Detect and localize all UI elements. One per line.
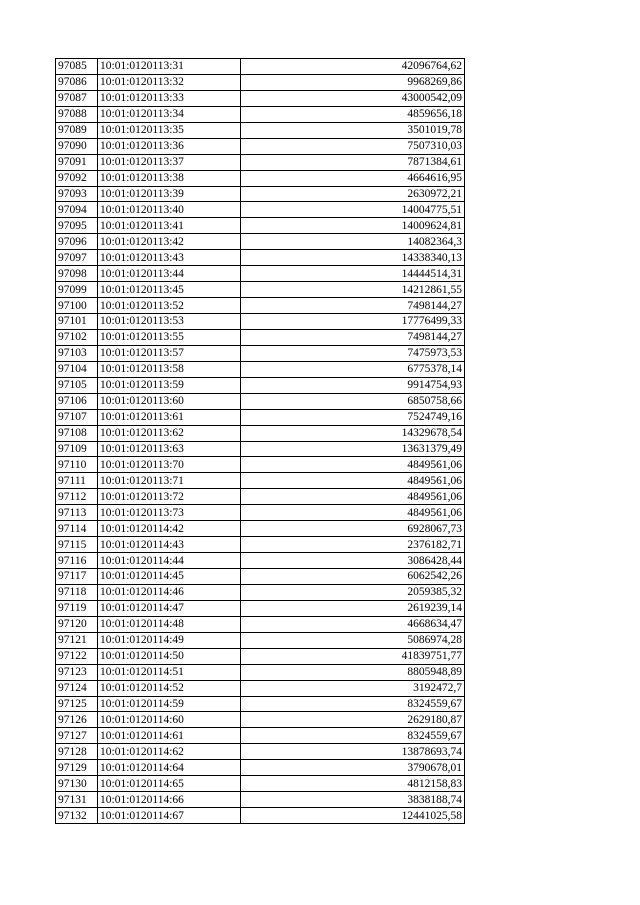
table-row	[56, 425, 465, 441]
table-row	[56, 218, 465, 234]
value-cell: 13631379,49	[241, 441, 465, 457]
table-row	[56, 473, 465, 489]
cadastral-number-cell: 10:01:0120113:60	[98, 393, 241, 409]
table-body	[56, 59, 465, 824]
table-row	[56, 792, 465, 808]
cadastral-number-cell: 10:01:0120113:73	[98, 505, 241, 521]
row-id-cell: 97130	[56, 776, 98, 792]
value-cell: 14004775,51	[241, 202, 465, 218]
cadastral-number-cell: 10:01:0120113:61	[98, 409, 241, 425]
table-row	[56, 393, 465, 409]
value-cell: 7507310,03	[241, 138, 465, 154]
cadastral-number-cell: 10:01:0120113:34	[98, 106, 241, 122]
row-id-cell: 97099	[56, 282, 98, 298]
value-cell: 4849561,06	[241, 505, 465, 521]
cadastral-number-cell: 10:01:0120113:57	[98, 345, 241, 361]
row-id-cell: 97126	[56, 712, 98, 728]
value-cell: 17776499,33	[241, 314, 465, 330]
value-cell: 2376182,71	[241, 537, 465, 553]
row-id-cell: 97129	[56, 760, 98, 776]
table-row	[56, 728, 465, 744]
table-row	[56, 569, 465, 585]
value-cell: 7524749,16	[241, 409, 465, 425]
cadastral-number-cell: 10:01:0120114:48	[98, 616, 241, 632]
row-id-cell: 97131	[56, 792, 98, 808]
cadastral-number-cell: 10:01:0120114:64	[98, 760, 241, 776]
value-cell: 13878693,74	[241, 744, 465, 760]
table-row	[56, 138, 465, 154]
row-id-cell: 97094	[56, 202, 98, 218]
cadastral-number-cell: 10:01:0120114:51	[98, 664, 241, 680]
cadastral-number-cell: 10:01:0120114:45	[98, 569, 241, 585]
cadastral-number-cell: 10:01:0120113:72	[98, 489, 241, 505]
row-id-cell: 97105	[56, 377, 98, 393]
value-cell: 7475973,53	[241, 345, 465, 361]
row-id-cell: 97116	[56, 553, 98, 569]
table-row	[56, 250, 465, 266]
table-row	[56, 457, 465, 473]
table-row	[56, 489, 465, 505]
row-id-cell: 97100	[56, 298, 98, 314]
cadastral-number-cell: 10:01:0120113:59	[98, 377, 241, 393]
row-id-cell: 97087	[56, 90, 98, 106]
row-id-cell: 97115	[56, 537, 98, 553]
table-row	[56, 154, 465, 170]
row-id-cell: 97112	[56, 489, 98, 505]
row-id-cell: 97086	[56, 74, 98, 90]
row-id-cell: 97132	[56, 808, 98, 824]
table-row	[56, 186, 465, 202]
cadastral-number-cell: 10:01:0120113:39	[98, 186, 241, 202]
cadastral-number-cell: 10:01:0120113:58	[98, 361, 241, 377]
value-cell: 4664616,95	[241, 170, 465, 186]
value-cell: 12441025,58	[241, 808, 465, 824]
value-cell: 14444514,31	[241, 266, 465, 282]
table-row	[56, 584, 465, 600]
cadastral-number-cell: 10:01:0120113:32	[98, 74, 241, 90]
row-id-cell: 97128	[56, 744, 98, 760]
table-row	[56, 282, 465, 298]
row-id-cell: 97107	[56, 409, 98, 425]
table-row	[56, 298, 465, 314]
cadastral-number-cell: 10:01:0120113:71	[98, 473, 241, 489]
table-row	[56, 74, 465, 90]
table-row	[56, 616, 465, 632]
row-id-cell: 97089	[56, 122, 98, 138]
cadastral-number-cell: 10:01:0120113:43	[98, 250, 241, 266]
value-cell: 9914754,93	[241, 377, 465, 393]
value-cell: 6928067,73	[241, 521, 465, 537]
value-cell: 4859656,18	[241, 106, 465, 122]
row-id-cell: 97113	[56, 505, 98, 521]
row-id-cell: 97127	[56, 728, 98, 744]
row-id-cell: 97092	[56, 170, 98, 186]
row-id-cell: 97104	[56, 361, 98, 377]
row-id-cell: 97095	[56, 218, 98, 234]
table-row	[56, 744, 465, 760]
row-id-cell: 97106	[56, 393, 98, 409]
row-id-cell: 97093	[56, 186, 98, 202]
cadastral-number-cell: 10:01:0120113:45	[98, 282, 241, 298]
cadastral-number-cell: 10:01:0120114:44	[98, 553, 241, 569]
cadastral-number-cell: 10:01:0120114:50	[98, 648, 241, 664]
cadastral-number-cell: 10:01:0120113:41	[98, 218, 241, 234]
value-cell: 4849561,06	[241, 473, 465, 489]
table-row	[56, 377, 465, 393]
value-cell: 3192472,7	[241, 680, 465, 696]
value-cell: 4849561,06	[241, 457, 465, 473]
cadastral-number-cell: 10:01:0120113:53	[98, 314, 241, 330]
value-cell: 8324559,67	[241, 696, 465, 712]
table-row	[56, 521, 465, 537]
row-id-cell: 97088	[56, 106, 98, 122]
value-cell: 41839751,77	[241, 648, 465, 664]
table-row	[56, 808, 465, 824]
row-id-cell: 97111	[56, 473, 98, 489]
value-cell: 7871384,61	[241, 154, 465, 170]
row-id-cell: 97120	[56, 616, 98, 632]
table-row	[56, 170, 465, 186]
value-cell: 14082364,3	[241, 234, 465, 250]
cadastral-number-cell: 10:01:0120113:36	[98, 138, 241, 154]
table-row	[56, 59, 465, 75]
value-cell: 8324559,67	[241, 728, 465, 744]
cadastral-number-cell: 10:01:0120114:47	[98, 600, 241, 616]
row-id-cell: 97122	[56, 648, 98, 664]
row-id-cell: 97109	[56, 441, 98, 457]
value-cell: 6062542,26	[241, 569, 465, 585]
row-id-cell: 97103	[56, 345, 98, 361]
row-id-cell: 97102	[56, 329, 98, 345]
table-row	[56, 664, 465, 680]
table-row	[56, 600, 465, 616]
table-row	[56, 106, 465, 122]
value-cell: 8805948,89	[241, 664, 465, 680]
value-cell: 2630972,21	[241, 186, 465, 202]
cadastral-number-cell: 10:01:0120113:52	[98, 298, 241, 314]
cadastral-number-cell: 10:01:0120113:38	[98, 170, 241, 186]
cadastral-number-cell: 10:01:0120114:65	[98, 776, 241, 792]
table-row	[56, 234, 465, 250]
table-row	[56, 537, 465, 553]
value-cell: 14329678,54	[241, 425, 465, 441]
cadastral-number-cell: 10:01:0120113:33	[98, 90, 241, 106]
row-id-cell: 97108	[56, 425, 98, 441]
data-table	[55, 58, 465, 824]
cadastral-number-cell: 10:01:0120114:49	[98, 632, 241, 648]
cadastral-number-cell: 10:01:0120114:60	[98, 712, 241, 728]
value-cell: 14338340,13	[241, 250, 465, 266]
value-cell: 3501019,78	[241, 122, 465, 138]
value-cell: 14212861,55	[241, 282, 465, 298]
row-id-cell: 97119	[56, 600, 98, 616]
cadastral-number-cell: 10:01:0120113:37	[98, 154, 241, 170]
table-row	[56, 409, 465, 425]
table-row	[56, 632, 465, 648]
row-id-cell: 97121	[56, 632, 98, 648]
cadastral-number-cell: 10:01:0120114:42	[98, 521, 241, 537]
value-cell: 6850758,66	[241, 393, 465, 409]
row-id-cell: 97090	[56, 138, 98, 154]
row-id-cell: 97101	[56, 314, 98, 330]
cadastral-number-cell: 10:01:0120114:59	[98, 696, 241, 712]
row-id-cell: 97124	[56, 680, 98, 696]
table-row	[56, 122, 465, 138]
row-id-cell: 97098	[56, 266, 98, 282]
value-cell: 2619239,14	[241, 600, 465, 616]
table-row	[56, 361, 465, 377]
table-row	[56, 776, 465, 792]
cadastral-number-cell: 10:01:0120113:40	[98, 202, 241, 218]
cadastral-number-cell: 10:01:0120114:62	[98, 744, 241, 760]
table-row	[56, 696, 465, 712]
value-cell: 2629180,87	[241, 712, 465, 728]
cadastral-number-cell: 10:01:0120114:52	[98, 680, 241, 696]
value-cell: 3086428,44	[241, 553, 465, 569]
value-cell: 7498144,27	[241, 298, 465, 314]
cadastral-number-cell: 10:01:0120113:63	[98, 441, 241, 457]
table-row	[56, 760, 465, 776]
row-id-cell: 97125	[56, 696, 98, 712]
table-row	[56, 680, 465, 696]
table-row	[56, 329, 465, 345]
value-cell: 2059385,32	[241, 584, 465, 600]
cadastral-number-cell: 10:01:0120114:66	[98, 792, 241, 808]
cadastral-number-cell: 10:01:0120114:43	[98, 537, 241, 553]
value-cell: 4849561,06	[241, 489, 465, 505]
value-cell: 43000542,09	[241, 90, 465, 106]
value-cell: 9968269,86	[241, 74, 465, 90]
row-id-cell: 97085	[56, 59, 98, 75]
table-row	[56, 266, 465, 282]
value-cell: 4668634,47	[241, 616, 465, 632]
cadastral-number-cell: 10:01:0120113:35	[98, 122, 241, 138]
value-cell: 42096764,62	[241, 59, 465, 75]
cadastral-number-cell: 10:01:0120113:44	[98, 266, 241, 282]
value-cell: 3790678,01	[241, 760, 465, 776]
value-cell: 6775378,14	[241, 361, 465, 377]
row-id-cell: 97096	[56, 234, 98, 250]
table-row	[56, 202, 465, 218]
cadastral-number-cell: 10:01:0120114:61	[98, 728, 241, 744]
cadastral-number-cell: 10:01:0120113:55	[98, 329, 241, 345]
row-id-cell: 97123	[56, 664, 98, 680]
row-id-cell: 97118	[56, 584, 98, 600]
cadastral-number-cell: 10:01:0120113:31	[98, 59, 241, 75]
table-row	[56, 505, 465, 521]
table-row	[56, 345, 465, 361]
cadastral-number-cell: 10:01:0120114:67	[98, 808, 241, 824]
table-row	[56, 712, 465, 728]
row-id-cell: 97097	[56, 250, 98, 266]
value-cell: 4812158,83	[241, 776, 465, 792]
cadastral-number-cell: 10:01:0120113:42	[98, 234, 241, 250]
cadastral-number-cell: 10:01:0120113:62	[98, 425, 241, 441]
cadastral-number-cell: 10:01:0120114:46	[98, 584, 241, 600]
row-id-cell: 97114	[56, 521, 98, 537]
value-cell: 5086974,28	[241, 632, 465, 648]
table-row	[56, 314, 465, 330]
table-row	[56, 441, 465, 457]
cadastral-number-cell: 10:01:0120113:70	[98, 457, 241, 473]
row-id-cell: 97091	[56, 154, 98, 170]
value-cell: 14009624,81	[241, 218, 465, 234]
value-cell: 7498144,27	[241, 329, 465, 345]
value-cell: 3838188,74	[241, 792, 465, 808]
row-id-cell: 97117	[56, 569, 98, 585]
row-id-cell: 97110	[56, 457, 98, 473]
table-row	[56, 553, 465, 569]
table-row	[56, 90, 465, 106]
table-row	[56, 648, 465, 664]
